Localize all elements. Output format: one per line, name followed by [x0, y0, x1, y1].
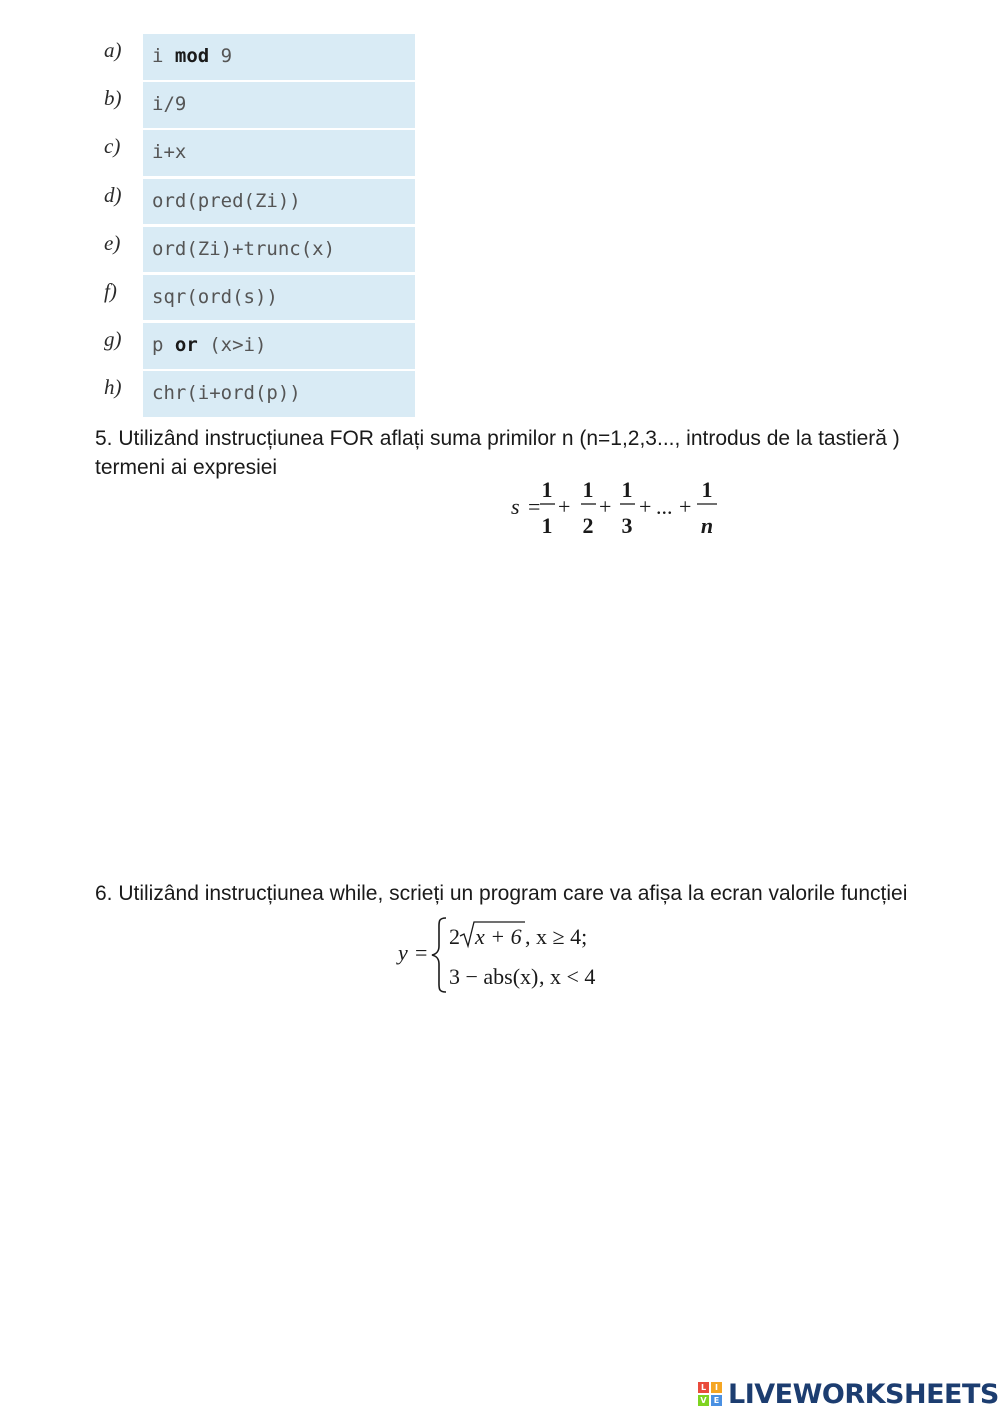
- expression-code: [143, 371, 415, 417]
- code-fragment: p: [152, 334, 175, 357]
- logo-grid-letter: V: [698, 1395, 709, 1406]
- fraction-denominator: 1: [541, 513, 553, 538]
- keyword: or: [174, 334, 198, 357]
- formula-lhs: y: [398, 940, 408, 965]
- expression-label: a): [104, 38, 122, 62]
- expression-label: c): [104, 134, 121, 159]
- expression-code: [143, 227, 415, 273]
- expression-code: [143, 130, 415, 176]
- fraction-numerator: 1: [541, 477, 553, 502]
- logo-grid-letter: I: [711, 1382, 722, 1393]
- expression-code: [143, 275, 415, 321]
- left-brace: [432, 918, 446, 992]
- plus-sign: +: [639, 494, 652, 519]
- logo-text: LIVEWORKSHEETS: [728, 1378, 999, 1410]
- expression-label: g): [104, 327, 122, 352]
- ellipsis: ...: [656, 494, 673, 519]
- case1-radicand: x + 6: [475, 924, 522, 949]
- task-5-text: 5. Utilizând instrucțiunea FOR aflați suma primilor n (n=1,2,3..., introdus de la tastieră ) termeni ai expresiei: [95, 427, 900, 479]
- code-fragment: i+x: [152, 141, 187, 164]
- expression-code: [143, 34, 415, 80]
- plus-sign: +: [599, 494, 612, 519]
- logo-grid-letter: L: [698, 1382, 709, 1393]
- fraction-denominator: 2: [582, 513, 594, 538]
- code-fragment: sqr(ord(s)): [152, 285, 278, 308]
- code-fragment: i/9: [152, 93, 187, 116]
- expression-label: f): [104, 278, 117, 303]
- keyword: mod: [174, 45, 210, 67]
- formula-equals: =: [528, 494, 541, 519]
- code-fragment: ord(pred(Zi)): [152, 189, 301, 212]
- logo-grid-icon: [698, 1382, 722, 1406]
- expression-code: [143, 82, 415, 128]
- case2-condition: , x < 4: [539, 964, 596, 989]
- case2-expression: 3 − abs(x): [449, 964, 539, 989]
- fraction-numerator: 1: [701, 477, 713, 502]
- code-fragment: 9: [209, 45, 233, 67]
- code-fragment: (x>i): [197, 334, 267, 357]
- expression-label: b): [104, 86, 122, 111]
- expression-label: h): [104, 375, 122, 400]
- liveworksheets-logo: [698, 1376, 999, 1412]
- logo-grid-letter: E: [711, 1395, 722, 1406]
- plus-sign: +: [558, 494, 571, 519]
- sum-formula: [508, 470, 728, 542]
- expression-code: [143, 179, 415, 225]
- case1-coefficient: 2: [449, 924, 460, 949]
- fraction-denominator: n: [700, 513, 714, 538]
- case1-condition: , x ≥ 4;: [525, 924, 588, 949]
- task-6-text: 6. Utilizând instrucțiunea while, scrieți un program care va afișa la ecran valorile funcției: [95, 882, 908, 905]
- fraction-denominator: 3: [621, 513, 633, 538]
- expression-label: d): [104, 182, 122, 207]
- plus-sign: +: [679, 494, 692, 519]
- code-fragment: i: [152, 45, 175, 67]
- fraction-numerator: 1: [582, 477, 594, 502]
- expression-label: e): [104, 230, 121, 255]
- fraction-numerator: 1: [621, 477, 633, 502]
- code-fragment: ord(Zi)+trunc(x): [152, 237, 336, 260]
- piecewise-function-formula: [394, 912, 634, 998]
- formula-equals: =: [415, 940, 428, 965]
- formula-lhs: s: [511, 494, 520, 519]
- expression-code: [143, 323, 415, 369]
- code-fragment: chr(i+ord(p)): [152, 382, 301, 405]
